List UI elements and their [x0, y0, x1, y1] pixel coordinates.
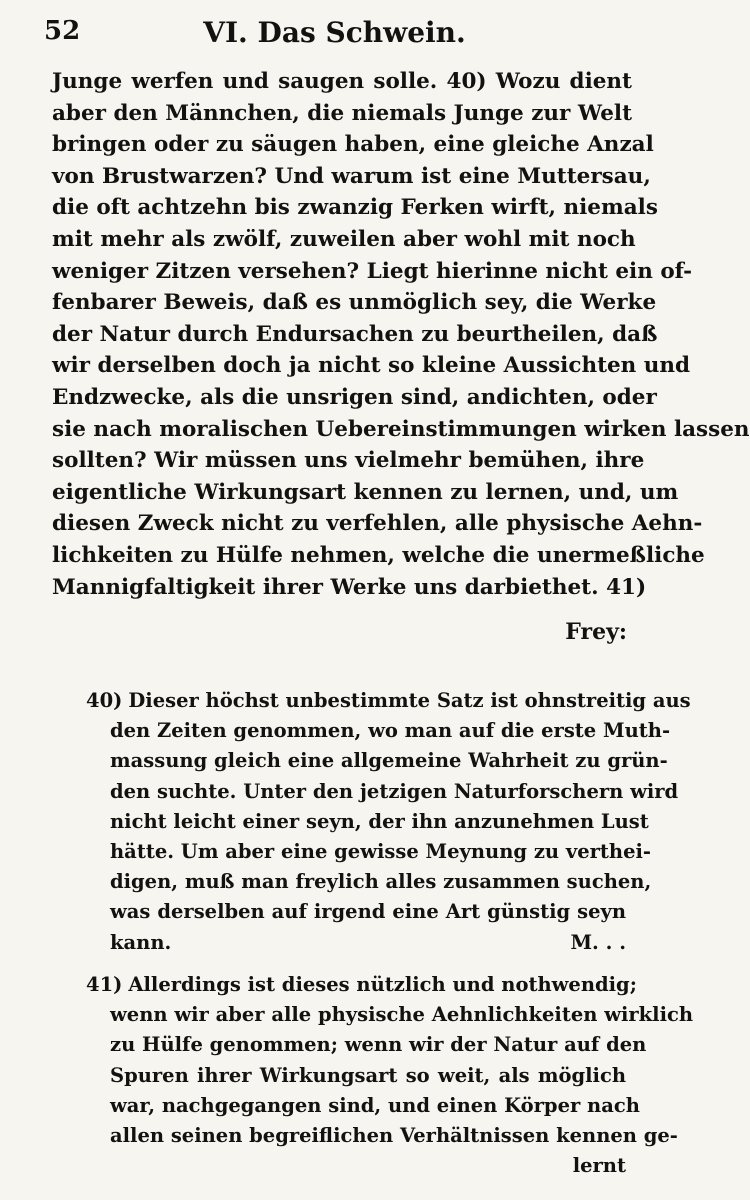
running-head: VI. Das Schwein. — [203, 16, 466, 49]
text-line: eigentliche Wirkungsart kennen zu lernen, und, um — [52, 479, 679, 505]
footnote-label: 41) — [86, 973, 123, 996]
footnote-last-row — [86, 928, 626, 958]
page-header — [44, 16, 625, 56]
text-line: Junge werfen und saugen solle. 40) Wozu dient — [52, 69, 632, 94]
text-line: diesen Zweck nicht zu verfehlen, alle physische Aehn- — [52, 511, 703, 537]
footnote-line: war, nachgegangen sind, und einen Körper nach — [110, 1093, 640, 1117]
footnote-line: den Zeiten genommen, wo man auf die erste Muth- — [110, 719, 671, 743]
footnote-line: massung gleich eine allgemeine Wahrheit zu grün- — [110, 749, 668, 773]
catchword: Frey: — [565, 619, 627, 645]
text-line: sollten? Wir müssen uns vielmehr bemühen, ihre — [52, 448, 645, 474]
footnote-line: den suchte. Unter den jetzigen Naturforschern wird — [110, 779, 679, 803]
text-line: wir derselben doch ja nicht so kleine Aussichten und — [52, 353, 691, 379]
footnote-line: nicht leicht einer seyn, der ihn anzunehmen Lust — [110, 809, 649, 833]
footnote-line: wenn wir aber alle physische Aehnlichkeiten wirklich — [110, 1003, 694, 1027]
footnote-line: kann. — [110, 930, 172, 954]
text-line: bringen oder zu säugen haben, eine gleiche Anzal — [52, 132, 654, 158]
text-line: Mannigfaltigkeit ihrer Werke uns darbiethet. 41) — [52, 574, 647, 600]
footnote-line: zu Hülfe genommen; wenn wir der Natur auf den — [110, 1033, 647, 1057]
footnote-line: Spuren ihrer Wirkungsart so weit, als möglich — [110, 1063, 626, 1087]
main-text — [52, 66, 750, 603]
footnote-signature: M. . . — [570, 930, 626, 954]
text-line: lichkeiten zu Hülfe nehmen, welche die unermeßliche — [52, 542, 705, 568]
footnote-41 — [86, 970, 694, 1181]
text-line: Endzwecke, als die unsrigen sind, andichten, oder — [52, 384, 657, 410]
footnote-line: digen, muß man freylich alles zusammen suchen, — [110, 870, 652, 894]
footnote-line: Dieser höchst unbestimmte Satz ist ohnstreitig aus — [128, 689, 691, 712]
footnote-line: hätte. Um aber eine gewisse Meynung zu verthei- — [110, 839, 651, 863]
text-line: aber den Männchen, die niemals Junge zur Welt — [52, 100, 633, 126]
text-line: die oft achtzehn bis zwanzig Ferken wirft, niemals — [52, 195, 658, 221]
text-line: weniger Zitzen versehen? Liegt hierinne nicht ein of- — [52, 258, 693, 284]
footnote-line: allen seinen begreiflichen Verhältnissen kennen ge- — [110, 1123, 678, 1147]
text-line: der Natur durch Endursachen zu beurtheilen, daß — [52, 321, 658, 347]
footnote-label: 40) — [86, 689, 123, 712]
text-line: sie nach moralischen Uebereinstimmungen wirken lassen — [52, 416, 750, 442]
page-number: 52 — [44, 16, 81, 46]
text-line: von Brustwarzen? Und warum ist eine Muttersau, — [52, 163, 651, 189]
footnote-line: lernt — [572, 1154, 626, 1178]
footnote-line: was derselben auf irgend eine Art günstig seyn — [110, 900, 626, 924]
text-line: fenbarer Beweis, daß es unmöglich sey, die Werke — [52, 290, 657, 316]
footnote-40 — [86, 686, 691, 958]
footnote-line: Allerdings ist dieses nützlich und nothwendig; — [128, 973, 637, 996]
text-line: mit mehr als zwölf, zuweilen aber wohl mit noch — [52, 226, 636, 252]
